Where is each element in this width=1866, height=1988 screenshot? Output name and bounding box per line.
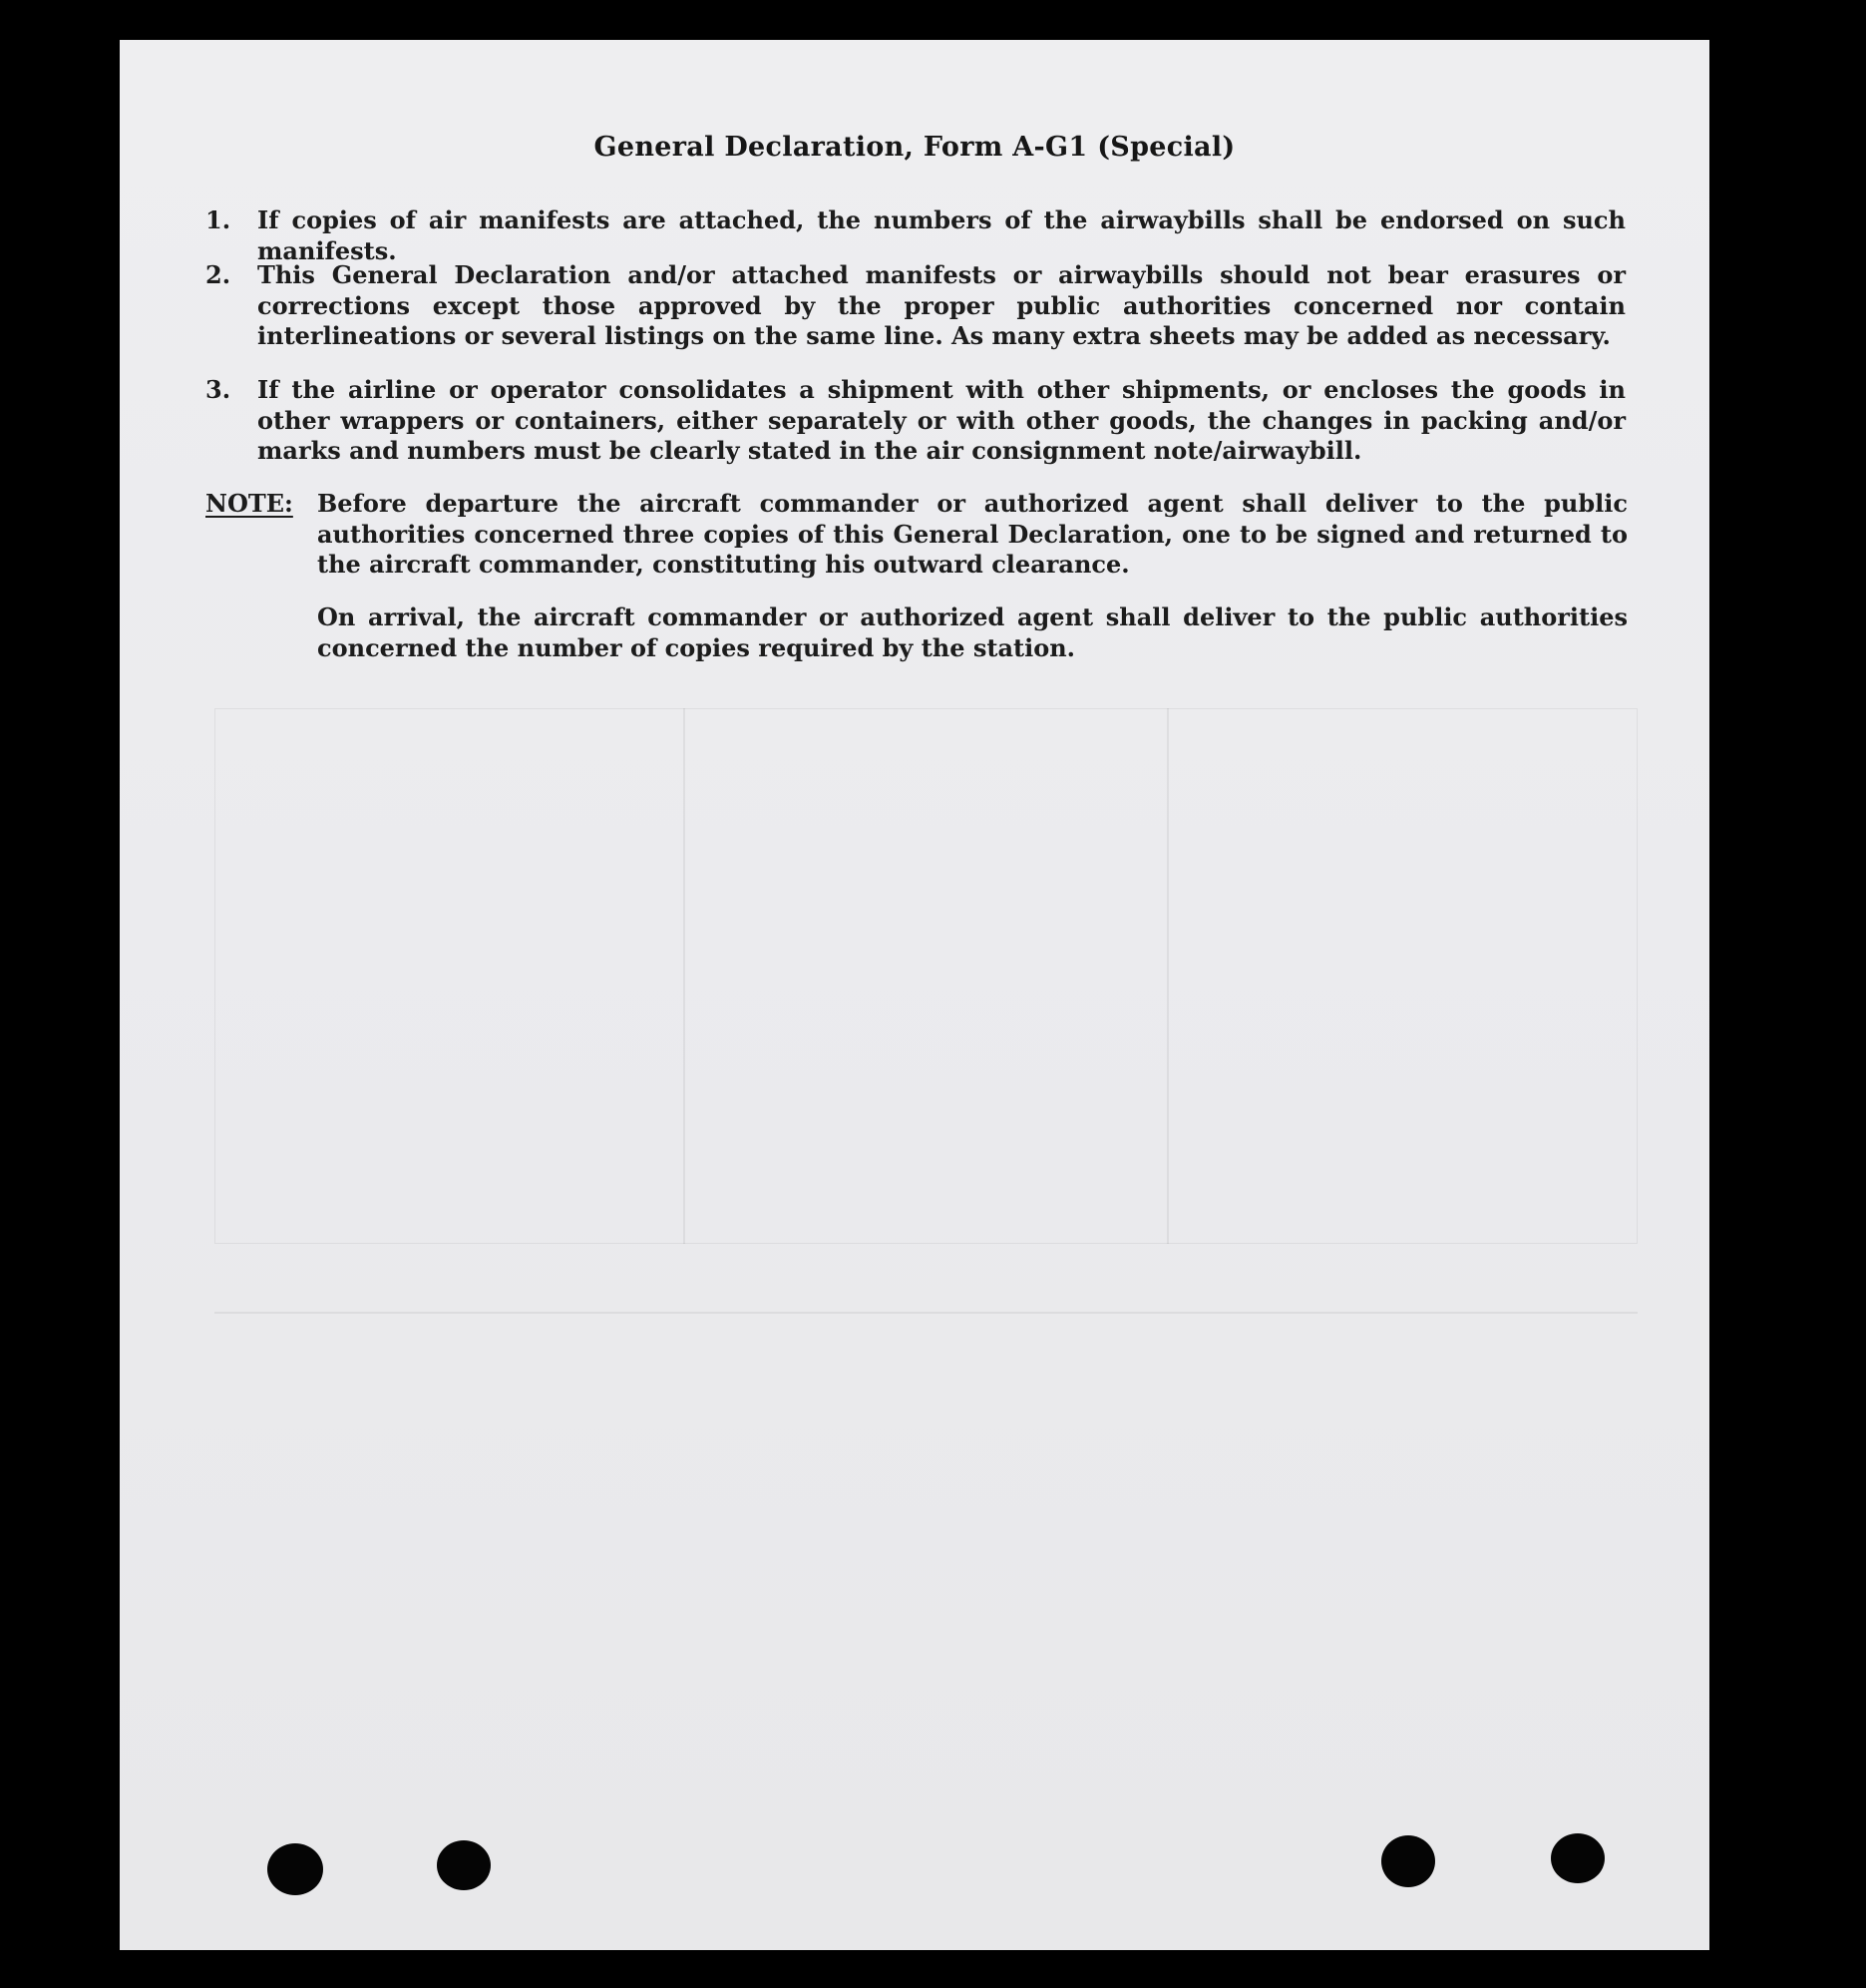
item-number: 2. bbox=[205, 260, 231, 289]
document-page bbox=[120, 40, 1709, 1950]
punch-hole bbox=[437, 1840, 491, 1890]
note-text: Before departure the aircraft commander or authorized agent shall deliver to the public authorities concerned three copies of this General Declaration, one to be signed and returned to the aircraft commander, constituting his outward clearance. bbox=[317, 489, 1628, 579]
bleed-through-divider-2 bbox=[1167, 708, 1169, 1244]
instruction-item-2 bbox=[205, 260, 1626, 352]
item-number: 3. bbox=[205, 375, 231, 404]
item-number: 1. bbox=[205, 205, 231, 234]
punch-hole bbox=[267, 1843, 323, 1895]
instruction-item-3 bbox=[205, 375, 1626, 467]
document-title: General Declaration, Form A-G1 (Special) bbox=[593, 132, 1236, 163]
bleed-through-rule bbox=[214, 1312, 1638, 1314]
bleed-through-divider bbox=[683, 708, 685, 1244]
note-paragraph-2 bbox=[205, 602, 1628, 663]
note-text-arrival: On arrival, the aircraft commander or authorized agent shall deliver to the public authorities concerned the number of copies required by the station. bbox=[317, 602, 1628, 662]
item-text: If the airline or operator consolidates a shipment with other shipments, or encloses the goods in other wrappers or containers, either separately or with other goods, the changes in packing and/or marks and numbers must be clearly stated in the air consignment note/airwaybill. bbox=[257, 375, 1626, 465]
bleed-through-box bbox=[214, 708, 1638, 1244]
punch-hole bbox=[1381, 1835, 1435, 1887]
punch-hole bbox=[1551, 1833, 1605, 1883]
instruction-item-1 bbox=[205, 205, 1626, 266]
note-label: NOTE: bbox=[205, 489, 293, 518]
bleed-through-stamp bbox=[1316, 1252, 1327, 1292]
item-text: This General Declaration and/or attached manifests or airwaybills should not bear erasures or corrections except those approved by the proper public authorities concerned nor contain interlineations or several listings on the same line. As many extra sheets may be added as necessary. bbox=[257, 260, 1626, 350]
note-paragraph bbox=[205, 489, 1628, 581]
item-text: If copies of air manifests are attached, the numbers of the airwaybills shall be endorsed on such manifests. bbox=[257, 205, 1626, 265]
